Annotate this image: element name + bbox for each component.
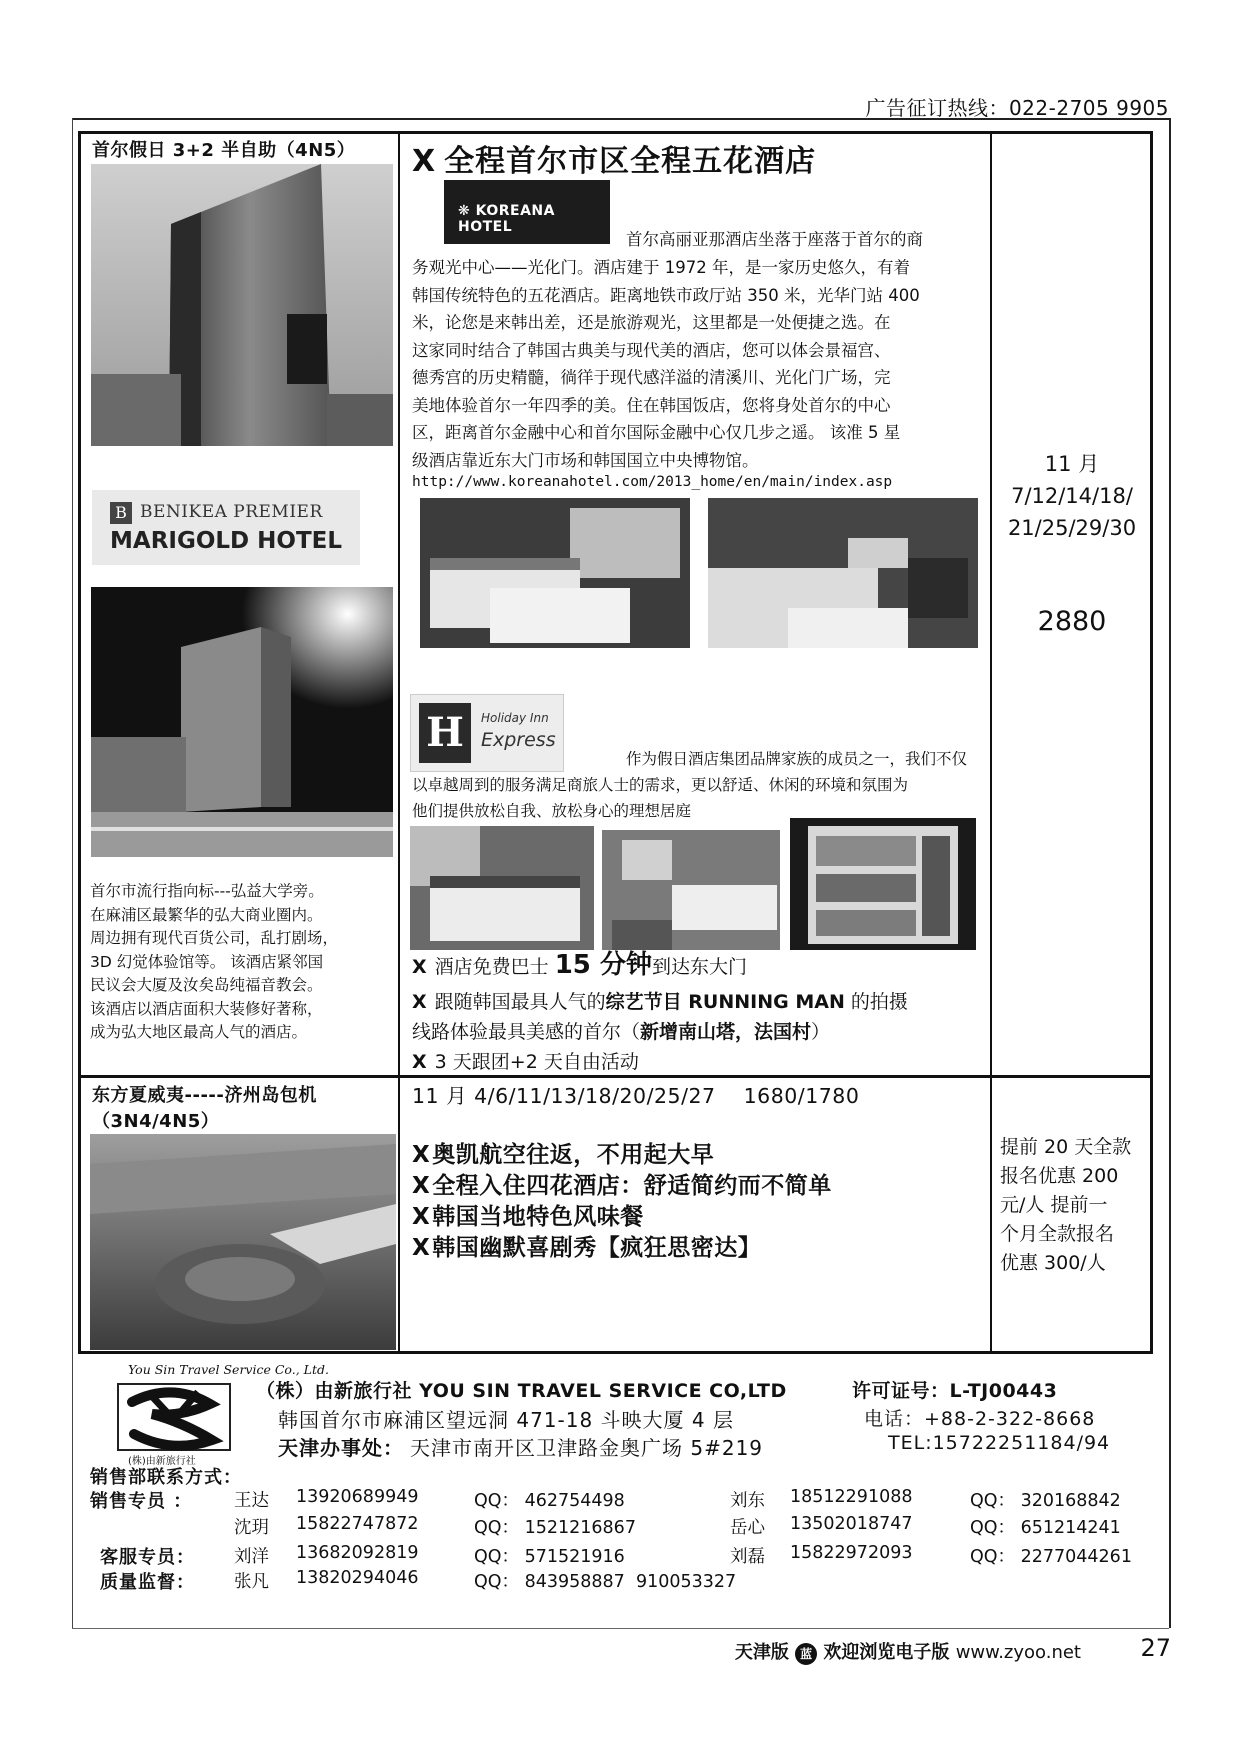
holiday-inn-express-logo <box>410 694 564 772</box>
koreana-desc-line: 米，论您是来韩出差，还是旅游观光，这里都是一处便捷之选。在 <box>412 313 891 332</box>
marigold-logo-line2: MARIGOLD HOTEL <box>110 528 342 554</box>
edition-welcome: 欢迎浏览电子版 <box>823 1642 950 1663</box>
bullet-schedule <box>412 1047 639 1077</box>
jeju-feature <box>412 1171 832 1202</box>
website-link[interactable]: www.zyoo.net <box>955 1642 1081 1663</box>
contact-name: 沈玥 <box>234 1518 269 1538</box>
contact-qq: QQ： 651214241 <box>970 1518 1121 1538</box>
seoul-price: 2880 <box>1037 606 1107 637</box>
holiday-description <box>412 772 984 824</box>
promo-line: 元/人 提前一 <box>1000 1194 1108 1216</box>
contact-role: 质量监督： <box>100 1572 195 1593</box>
marigold-desc-line: 3D 幻觉体验馆等。 该酒店紧邻国 <box>90 952 324 971</box>
bullet-text: 酒店免费巴士 <box>434 956 549 978</box>
bullet-running-man <box>412 987 908 1017</box>
left-rule <box>72 118 73 1628</box>
holiday-desc-line: 他们提供放松自我、放松身心的理想居庭 <box>412 802 692 820</box>
bullet-highlight: 15 分钟 <box>554 950 652 980</box>
koreana-desc-first: 首尔高丽亚那酒店坐落于座落于首尔的商 <box>626 230 923 249</box>
bullet-text: ） <box>811 1021 831 1043</box>
feature-text: 全程入住四花酒店：舒适简约而不简单 <box>432 1173 832 1199</box>
koreana-desc-line: 德秀宫的历史精髓，徜徉于现代感洋溢的清溪川、光化门广场，完 <box>412 368 891 387</box>
edition-label: 天津版 <box>734 1642 789 1663</box>
koreana-desc-line: 区，距离首尔金融中心和首尔国际金融中心仅几步之遥。 该准 5 星 <box>412 423 901 442</box>
holiday-logo-line1: Holiday Inn <box>481 711 549 725</box>
right-rule <box>1169 118 1171 1628</box>
date-month: 11 月 <box>1044 452 1100 476</box>
ribbon-icon: Х <box>412 956 427 978</box>
contact-phone: 13682092819 <box>296 1543 419 1563</box>
contact-phone: 13920689949 <box>296 1487 419 1507</box>
jeju-tour-title: 东方夏威夷-----济州岛包机 <box>92 1085 317 1106</box>
ribbon-icon: Х <box>412 144 437 179</box>
marigold-logo-line1: BENIKEA PREMIER <box>140 502 323 522</box>
contact-qq: QQ： 2277044261 <box>970 1547 1132 1567</box>
ribbon-icon: Х <box>412 1204 431 1230</box>
company-address: 韩国首尔市麻浦区望远洞 471-18 斗映大厦 4 层 <box>278 1408 734 1432</box>
marigold-hotel-photo <box>91 587 393 857</box>
holiday-logo-line2: Express <box>481 729 556 751</box>
contact-phone: 15822747872 <box>296 1514 419 1534</box>
contact-phone: 13820294046 <box>296 1568 419 1588</box>
marigold-crest-icon: B <box>110 502 132 524</box>
promo-line: 报名优惠 200 <box>1000 1165 1119 1187</box>
jeju-features <box>412 1140 832 1264</box>
contact-name: 岳心 <box>730 1518 765 1538</box>
bullet-text: 线路体验最具美感的首尔（ <box>412 1021 641 1043</box>
promo-line: 个月全款报名 <box>1000 1223 1115 1245</box>
holiday-room-photo-1 <box>410 826 594 950</box>
yousin-logo-arc: You Sin Travel Service Co., Ltd. <box>128 1362 329 1377</box>
koreana-desc-line: 这家同时结合了韩国古典美与现代美的酒店，您可以体会景福宫、 <box>412 340 891 360</box>
contact-role: 销售专员 ： <box>90 1491 193 1512</box>
headline-text: 全程首尔市区全程五花酒店 <box>444 144 817 179</box>
marigold-desc-line: 周边拥有现代百货公司，乱打剧场， <box>90 929 339 947</box>
edition-badge-icon: 蓝 <box>795 1643 817 1665</box>
koreana-desc-line: 美地体验首尔一年四季的美。住在韩国饭店，您将身处首尔的中心 <box>412 395 891 415</box>
seoul-tour-title: 首尔假日 3+2 半自助（4N5） <box>92 140 356 161</box>
contact-name: 王达 <box>234 1491 269 1511</box>
koreana-star-icon: ❋ <box>458 203 476 219</box>
yousin-logo-sub: (株)由新旅行社 <box>128 1456 196 1467</box>
contact-qq: QQ： 1521216867 <box>474 1518 636 1538</box>
sales-heading: 销售部联系方式： <box>90 1467 242 1488</box>
page-number: 27 <box>1140 1634 1171 1662</box>
bullet-text: 的拍摄 <box>850 991 908 1013</box>
marigold-hotel-logo <box>92 490 360 565</box>
column-divider-left <box>398 131 400 1354</box>
bullet-text: 到达东大门 <box>651 956 747 978</box>
contact-qq: QQ： 571521916 <box>474 1547 625 1567</box>
contact-phone: 18512291088 <box>790 1487 913 1507</box>
jeju-feature <box>412 1202 832 1233</box>
bullet-text: 3 天跟团+2 天自由活动 <box>434 1051 639 1073</box>
koreana-hotel-logo <box>444 180 610 244</box>
koreana-url-link[interactable]: http://www.koreanahotel.com/2013_home/en/main/index.asp <box>412 474 893 490</box>
company-phone: 电话：+88-2-322-8668 <box>864 1408 1096 1430</box>
bullet-free-bus <box>412 950 747 982</box>
koreana-hotel-photo <box>91 164 393 446</box>
holiday-minibar-photo <box>790 818 976 950</box>
jeju-island-photo <box>90 1134 396 1350</box>
koreana-description <box>412 254 978 474</box>
jeju-tour-subtitle: （3N4/4N5） <box>92 1111 220 1132</box>
koreana-desc-line: 务观光中心——光化门。酒店建于 1972 年，是一家历史悠久，有着 <box>412 258 910 277</box>
holiday-desc-first: 作为假日酒店集团品牌家族的成员之一，我们不仅 <box>626 750 968 768</box>
top-rule <box>72 118 1169 120</box>
jeju-feature <box>412 1140 832 1171</box>
feature-text: 奥凯航空往返，不用起大早 <box>432 1142 715 1168</box>
koreana-desc-line: 韩国传统特色的五花酒店。距离地铁市政厅站 350 米，光华门站 400 <box>412 285 920 305</box>
date-line: 21/25/29/30 <box>1007 516 1137 540</box>
holiday-room-photo-2 <box>602 830 780 950</box>
ribbon-icon: Х <box>412 1235 431 1261</box>
koreana-logo-label: KOREANA HOTEL <box>458 203 555 235</box>
contact-name: 刘磊 <box>730 1547 765 1567</box>
contact-role: 客服专员： <box>100 1547 195 1568</box>
koreana-logo-text <box>458 203 610 235</box>
koreana-desc-line: 级酒店靠近东大门市场和韩国国立中央博物馆。 <box>412 450 759 470</box>
tianjin-office-tel: TEL:15722251184/94 <box>888 1432 1111 1454</box>
date-line: 7/12/14/18/ <box>1011 484 1133 508</box>
marigold-desc-line: 成为弘大地区最高人气的酒店。 <box>90 1023 308 1041</box>
edition-banner <box>735 1638 1081 1665</box>
footer-rule <box>72 1628 1169 1629</box>
bullet-highlight: 综艺节目 RUNNING MAN <box>605 991 845 1013</box>
contact-phone: 13502018747 <box>790 1514 913 1534</box>
contact-name: 刘东 <box>730 1491 765 1511</box>
contact-qq: QQ： 320168842 <box>970 1491 1121 1511</box>
ribbon-icon: Х <box>412 1051 427 1073</box>
tianjin-office-address: 天津市南开区卫津路金奥广场 5#219 <box>410 1436 764 1460</box>
ad-hotline: 广告征订热线：022-2705 9905 <box>865 96 1169 120</box>
promo-line: 提前 20 天全款 <box>1000 1136 1132 1158</box>
license-number: 许可证号：L-TJ00443 <box>852 1380 1058 1402</box>
bullet-highlight: 新增南山塔，法国村 <box>640 1021 812 1043</box>
jeju-feature <box>412 1233 832 1264</box>
contact-name: 刘洋 <box>234 1547 269 1567</box>
marigold-desc-line: 该酒店以酒店面积大装修好著称， <box>90 999 323 1018</box>
contact-phone: 15822972093 <box>790 1543 913 1563</box>
jeju-early-booking-promo <box>1000 1133 1150 1278</box>
feature-text: 韩国幽默喜剧秀【疯狂思密达】 <box>432 1235 762 1261</box>
tianjin-office-label: 天津办事处： <box>278 1436 404 1460</box>
bullet-running-man-line2 <box>412 1017 830 1047</box>
ribbon-icon: Х <box>412 1142 431 1168</box>
seoul-headline <box>412 136 816 180</box>
contact-qq: QQ： 843958887 910053327 <box>474 1572 737 1592</box>
koreana-room-photo-2 <box>708 498 978 648</box>
marigold-desc-line: 在麻浦区最繁华的弘大商业圈内。 <box>90 905 323 924</box>
contact-qq: QQ： 462754498 <box>474 1491 625 1511</box>
seoul-departure-dates <box>992 448 1152 544</box>
ribbon-icon: Х <box>412 991 427 1013</box>
koreana-room-photo-1 <box>420 498 690 648</box>
holiday-desc-line: 以卓越周到的服务满足商旅人士的需求，更以舒适、休闲的环境和氛围为 <box>412 776 909 794</box>
contact-name: 张凡 <box>234 1572 269 1592</box>
ribbon-icon: Х <box>412 1173 431 1199</box>
column-divider-right <box>990 131 992 1354</box>
bullet-text: 跟随韩国最具人气的 <box>434 991 606 1013</box>
holiday-inn-h-icon: H <box>419 703 471 763</box>
marigold-desc-line: 首尔市流行指向标---弘益大学旁。 <box>90 882 324 900</box>
jeju-dates-price: 11 月 4/6/11/13/18/20/25/27 1680/1780 <box>412 1084 860 1108</box>
company-name: （株）由新旅行社 YOU SIN TRAVEL SERVICE CO,LTD <box>256 1380 787 1402</box>
marigold-description <box>90 880 392 1045</box>
yousin-logo <box>92 1362 329 1467</box>
marigold-desc-line: 民议会大厦及汝矣岛纯福音教会。 <box>90 976 323 994</box>
feature-text: 韩国当地特色风味餐 <box>432 1204 644 1230</box>
promo-line: 优惠 300/人 <box>1000 1252 1106 1274</box>
